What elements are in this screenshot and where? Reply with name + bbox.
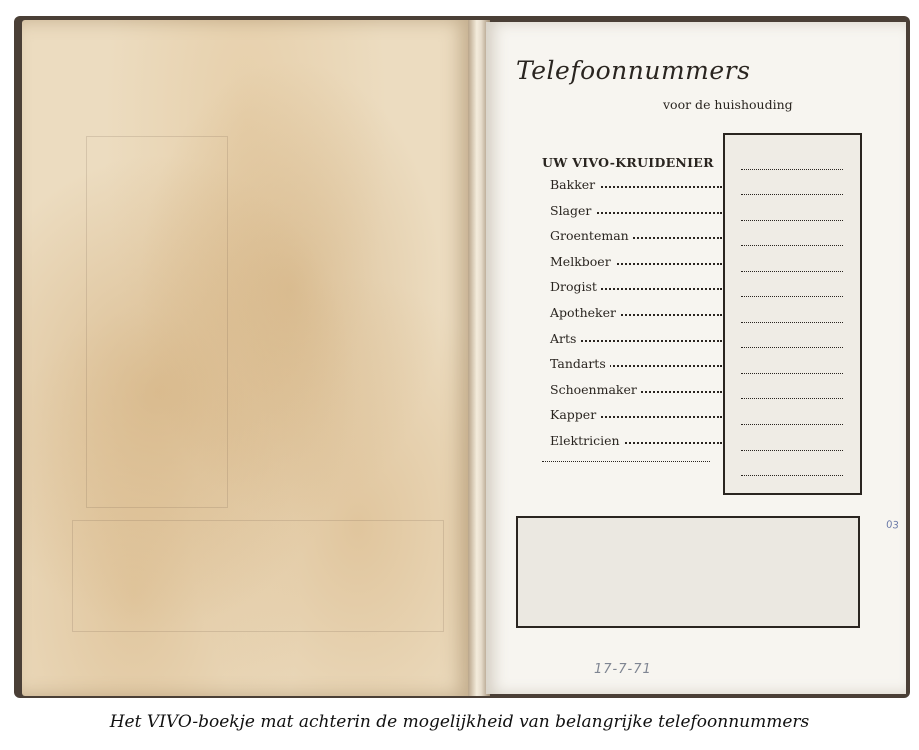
number-line: [741, 271, 843, 272]
number-line: [741, 220, 843, 221]
left-page: [22, 20, 470, 696]
list-item-label: Kapper: [550, 407, 600, 422]
list-item: [542, 279, 722, 305]
handwritten-note: 17-7-71: [594, 662, 652, 677]
list-item: [542, 203, 722, 229]
list-item: [542, 382, 722, 408]
number-line: [741, 245, 843, 246]
list-item-label: Groenteman: [550, 228, 633, 243]
page-subtitle: voor de huishouding: [663, 97, 793, 112]
show-through-box: [86, 136, 228, 508]
number-line: [741, 475, 843, 476]
list-item: [542, 356, 722, 382]
number-line: [741, 373, 843, 374]
list-item: [542, 407, 722, 433]
list-heading: UW VIVO-KRUIDENIER: [542, 155, 714, 170]
number-line: [741, 450, 843, 451]
list-item: [542, 331, 722, 357]
open-booklet: [14, 16, 910, 698]
contact-list: [542, 155, 722, 462]
list-item-label: Apotheker: [550, 305, 620, 320]
list-item-label: Tandarts: [550, 356, 610, 371]
list-item-label: Schoenmaker: [550, 382, 641, 397]
margin-note: 03: [885, 519, 900, 532]
number-line: [741, 194, 843, 195]
page-title: Telefoonnummers: [516, 56, 751, 85]
number-line: [741, 424, 843, 425]
list-item-label: Melkboer: [550, 254, 615, 269]
list-item: [542, 433, 722, 459]
blank-entry-line: [542, 461, 710, 462]
phone-number-box: [723, 133, 862, 495]
notes-box: [516, 516, 860, 628]
number-line: [741, 296, 843, 297]
number-line: [741, 398, 843, 399]
photo-caption: Het VIVO-boekje mat achterin de mogelijkheid van belangrijke telefoonnummers: [109, 712, 810, 732]
list-item-label: Slager: [550, 203, 595, 218]
list-item-label: Elektricien: [550, 433, 624, 448]
list-item: [542, 177, 722, 203]
right-page: [486, 22, 906, 694]
number-line: [741, 169, 843, 170]
list-item: [542, 305, 722, 331]
number-line: [741, 347, 843, 348]
show-through-box: [72, 520, 444, 632]
list-item-label: Bakker: [550, 177, 599, 192]
list-item-label: Drogist: [550, 279, 601, 294]
list-item-label: Arts: [550, 331, 580, 346]
list-item: [542, 254, 722, 280]
number-line: [741, 322, 843, 323]
list-item: [542, 228, 722, 254]
